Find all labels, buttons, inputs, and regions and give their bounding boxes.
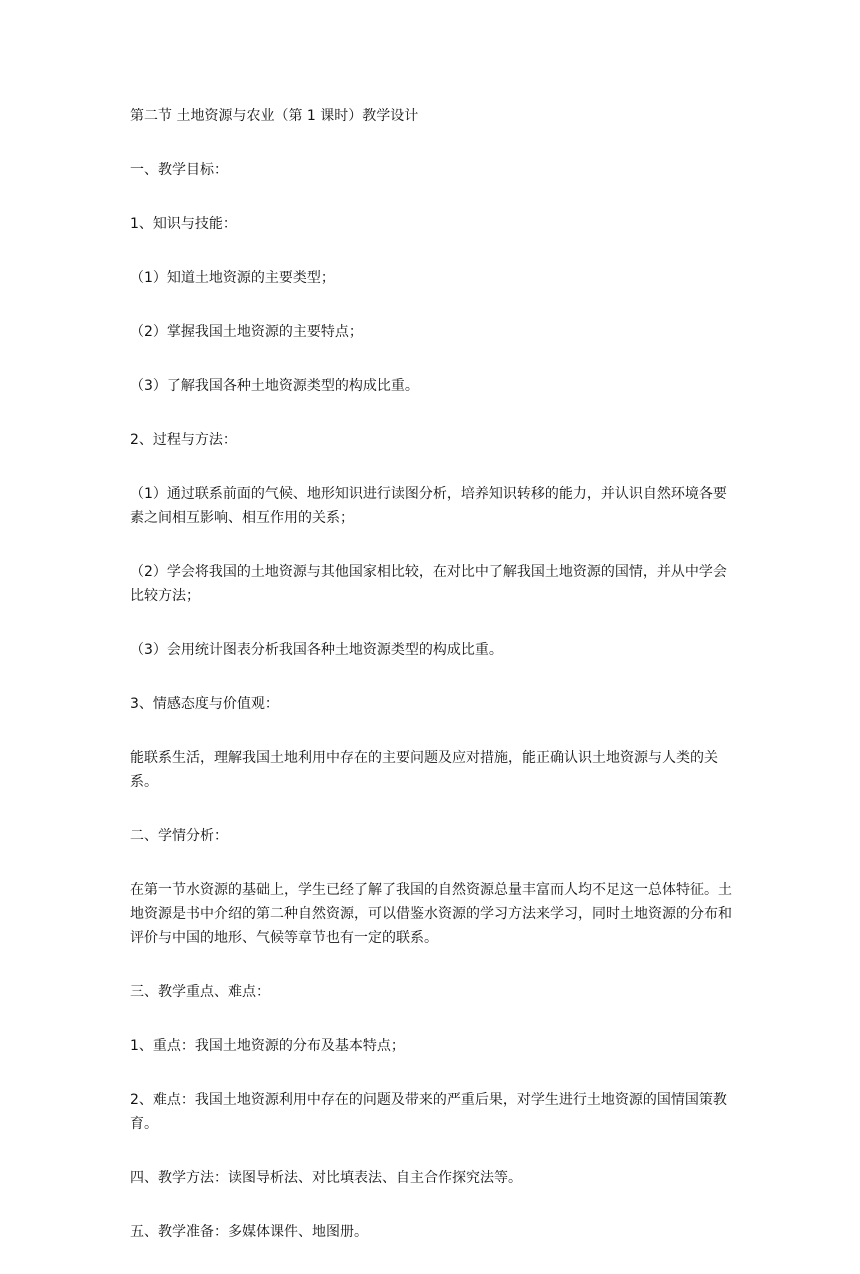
list-item: （2）学会将我国的土地资源与其他国家相比较，在对比中了解我国土地资源的国情，并从中学会比较方法；: [130, 564, 727, 604]
list-item: （1）通过联系前面的气候、地形知识进行读图分析，培养知识转移的能力，并认识自然环境各要素之间相互影响、相互作用的关系；: [130, 486, 727, 526]
list-item: 1、重点：我国土地资源的分布及基本特点；: [130, 1038, 405, 1054]
heading-teaching-goals: 一、教学目标：: [130, 162, 228, 178]
list-item: （1）知道土地资源的主要类型；: [130, 270, 335, 286]
list-item: 2、难点：我国土地资源利用中存在的问题及带来的严重后果，对学生进行土地资源的国情国策教育。: [130, 1092, 727, 1132]
subheading-attitude-values: 3、情感态度与价值观：: [130, 696, 279, 712]
list-item: （3）会用统计图表分析我国各种土地资源类型的构成比重。: [130, 642, 503, 658]
subheading-process-method: 2、过程与方法：: [130, 432, 237, 448]
subheading-knowledge-skills: 1、知识与技能：: [130, 216, 237, 232]
heading-key-points: 三、教学重点、难点：: [130, 984, 270, 1000]
heading-teaching-methods: 四、教学方法：读图导析法、对比填表法、自主合作探究法等。: [130, 1170, 522, 1186]
heading-student-analysis: 二、学情分析：: [130, 828, 228, 844]
list-item: （3）了解我国各种土地资源类型的构成比重。: [130, 378, 419, 394]
document-body: [130, 104, 732, 1274]
heading-teaching-preparation: 五、教学准备：多媒体课件、地图册。: [130, 1224, 368, 1240]
list-item: （2）掌握我国土地资源的主要特点；: [130, 324, 363, 340]
body-paragraph: 能联系生活，理解我国土地利用中存在的主要问题及应对措施，能正确认识土地资源与人类的关系。: [130, 750, 718, 790]
document-title: 第二节 土地资源与农业（第 1 课时）教学设计: [130, 108, 419, 124]
body-paragraph: 在第一节水资源的基础上，学生已经了解了我国的自然资源总量丰富而人均不足这一总体特征。土地资源是书中介绍的第二种自然资源，可以借鉴水资源的学习方法来学习，同时土地资源的分布和评价与中国的地形、气候等章节也有一定的联系。: [130, 882, 732, 946]
